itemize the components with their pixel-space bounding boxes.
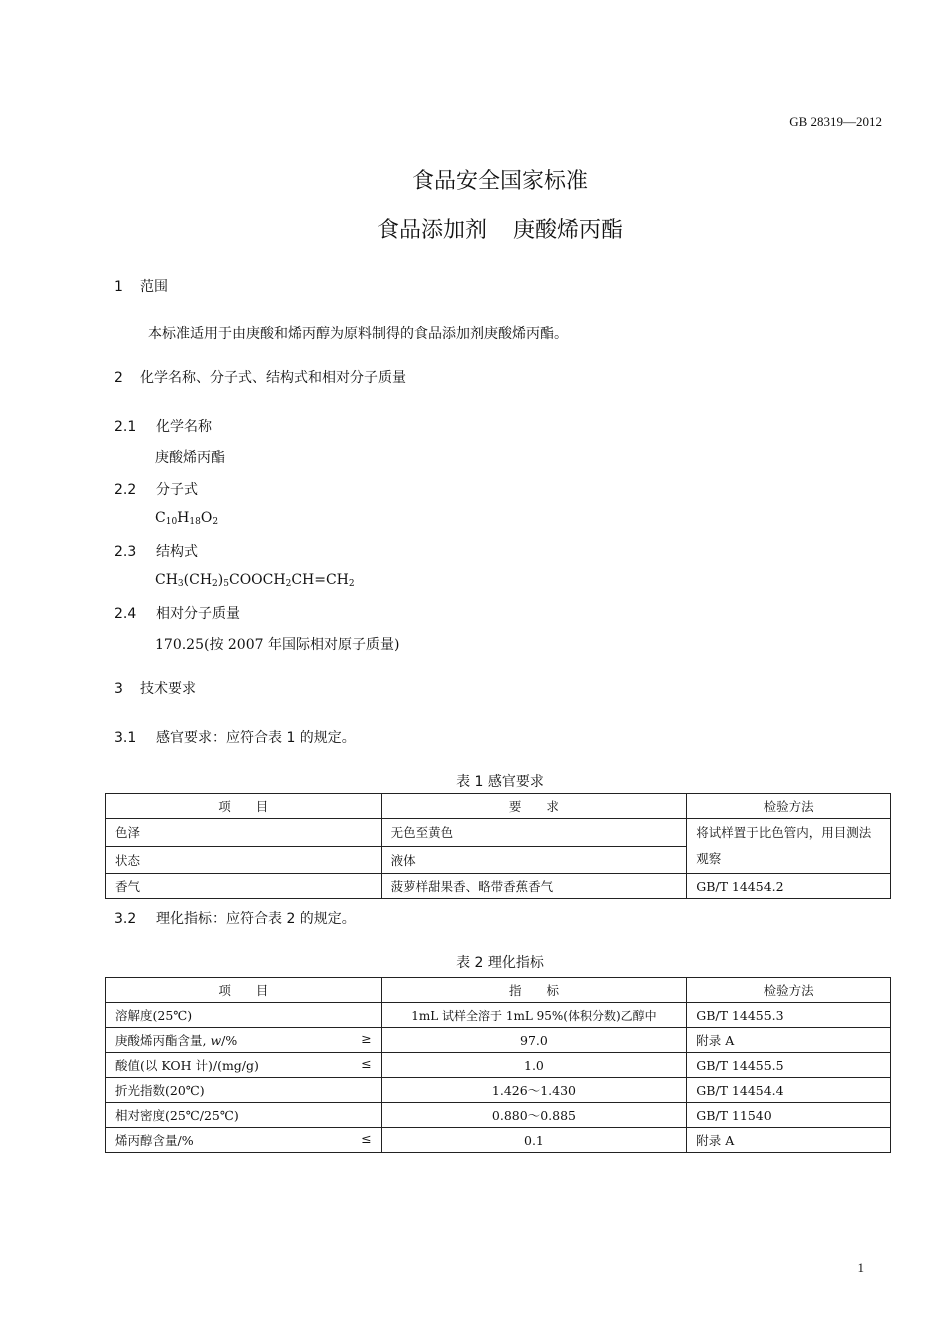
table-row [106,1003,891,1028]
table-cell-item: 状态 [106,846,382,874]
section-1-text: 本标准适用于由庚酸和烯丙醇为原料制得的食品添加剂庚酸烯丙酯。 [148,326,568,342]
section-2-heading: 2 化学名称、分子式、结构式和相对分子质量 [114,370,406,386]
table-row [106,874,891,899]
table-cell-value: 1mL 试样全溶于 1mL 95%(体积分数)乙醇中 [381,1003,687,1028]
table-1-sensory [105,793,891,899]
table-cell-item: 相对密度(25℃/25℃) [106,1103,382,1128]
table-header: 项 目 [106,978,382,1003]
table-cell-method: GB/T 14455.3 [687,1003,891,1028]
table-header: 项 目 [106,794,382,819]
table-cell-method: 附录 A [687,1128,891,1153]
section-3-1-heading: 3.1 感官要求：应符合表 1 的规定。 [114,730,356,746]
table-header: 指 标 [381,978,687,1003]
section-3-heading: 3 技术要求 [114,681,196,697]
table-cell-item: 溶解度(25℃) [106,1003,382,1028]
table-header: 检验方法 [687,794,891,819]
table-cell-method: GB/T 14454.2 [687,874,891,899]
document-title-substance: 庚酸烯丙酯 [513,218,624,243]
table-2-physicochemical [105,977,891,1153]
table-row [106,1053,891,1078]
section-2-2-heading: 2.2 分子式 [114,482,198,498]
molecular-mass: 170.25(按 2007 年国际相对原子质量) [155,637,400,653]
molecular-formula: $C_{10}H_{18}O_2$ [155,510,219,527]
document-number: GB 28319—2012 [789,114,882,129]
table-cell-method-merged: 将试样置于比色管内，用目测法观察 [687,819,891,874]
section-2-1-heading: 2.1 化学名称 [114,419,212,435]
table-cell-item: 折光指数(20℃) [106,1078,382,1103]
table-row [106,1103,891,1128]
chemical-name: 庚酸烯丙酯 [155,450,225,466]
table-cell-item: 烯丙醇含量/% ≤ [106,1128,382,1153]
table-cell-item: 酸值(以 KOH 计)/(mg/g) ≤ [106,1053,382,1078]
table-header-row [106,978,891,1003]
standard-title: 食品安全国家标准 [411,169,588,194]
table-cell-value: 97.0 [381,1028,687,1053]
section-2-4-heading: 2.4 相对分子质量 [114,606,240,622]
table-cell-item: 色泽 [106,819,382,847]
table-header-row [106,794,891,819]
section-2-3-heading: 2.3 结构式 [114,544,198,560]
table-cell-method: GB/T 14454.4 [687,1078,891,1103]
table-cell-requirement: 液体 [381,846,687,874]
table-cell-value: 0.880～0.885 [381,1103,687,1128]
table-row [106,1078,891,1103]
table-header: 检验方法 [687,978,891,1003]
section-3-2-heading: 3.2 理化指标：应符合表 2 的规定。 [114,911,356,927]
table-header: 要 求 [381,794,687,819]
document-title-category: 食品添加剂 [376,218,487,243]
table-cell-item: 香气 [106,874,382,899]
table-cell-item: 庚酸烯丙酯含量, w/% ≥ [106,1028,382,1053]
table-cell-value: 0.1 [381,1128,687,1153]
table-2-caption: 表 2 理化指标 [456,955,544,971]
section-1-heading: 1 范围 [114,279,168,295]
table-row [106,1128,891,1153]
page-number: 1 [857,1260,864,1275]
table-cell-value: 1.426～1.430 [381,1078,687,1103]
table-cell-requirement: 菠萝样甜果香、略带香蕉香气 [381,874,687,899]
table-cell-requirement: 无色至黄色 [381,819,687,847]
table-1-caption: 表 1 感官要求 [456,774,544,790]
table-cell-method: GB/T 11540 [687,1103,891,1128]
table-row [106,1028,891,1053]
table-cell-method: 附录 A [687,1028,891,1053]
document-title [0,213,950,244]
table-row [106,819,891,847]
structural-formula: $CH_3(CH_2)_5COOCH_2CH=CH_2$ [155,572,355,589]
table-cell-value: 1.0 [381,1053,687,1078]
table-cell-method: GB/T 14455.5 [687,1053,891,1078]
